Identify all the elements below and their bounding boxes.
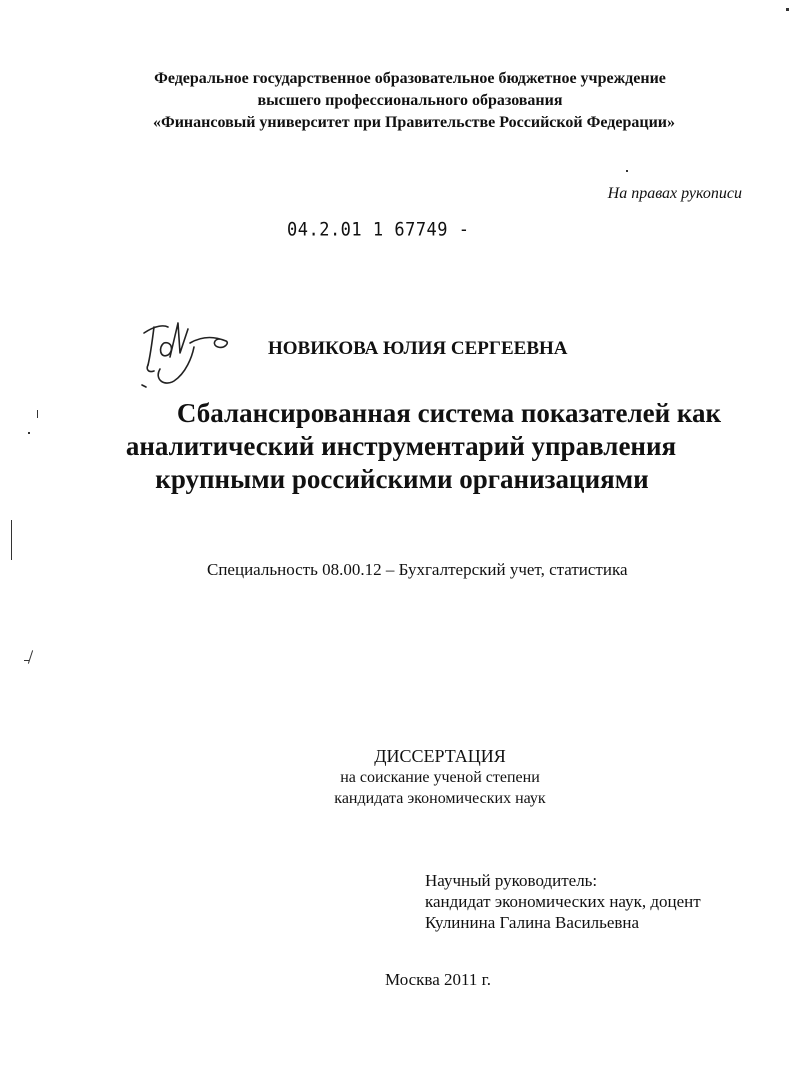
author-signature bbox=[134, 313, 234, 393]
city-year-text: Москва 2011 г. bbox=[385, 970, 491, 989]
scan-mark bbox=[786, 8, 789, 11]
registration-number: 04.2.01 1 67749 - bbox=[287, 218, 470, 242]
author-name: НОВИКОВА ЮЛИЯ СЕРГЕЕВНА bbox=[268, 338, 568, 359]
scan-mark bbox=[24, 660, 29, 661]
institution-line-1: Федеральное государственное образовательное бюджетное учреждение bbox=[154, 70, 666, 87]
dissertation-title bbox=[0, 397, 798, 496]
supervisor-name: Кулинина Галина Васильевна bbox=[425, 913, 640, 932]
city-year bbox=[0, 970, 798, 990]
specialty: Специальность 08.00.12 – Бухгалтерский учет, статистика bbox=[207, 560, 628, 579]
rights-note: На правах рукописи bbox=[607, 185, 742, 202]
supervisor-degree: кандидат экономических наук, доцент bbox=[425, 892, 701, 911]
institution-line-3: «Финансовый университет при Правительстве Российской Федерации» bbox=[152, 114, 676, 131]
scan-mark bbox=[37, 410, 38, 418]
dissertation-line-3: кандидата экономических наук bbox=[334, 790, 546, 807]
scan-mark bbox=[28, 650, 33, 664]
title-line-3: крупными российскими организациями bbox=[155, 464, 649, 494]
scan-mark bbox=[28, 432, 30, 434]
scan-mark bbox=[11, 520, 12, 560]
dissertation-heading: ДИССЕРТАЦИЯ bbox=[374, 746, 506, 766]
institution-header bbox=[0, 68, 798, 134]
dissertation-line-2: на соискание ученой степени bbox=[340, 769, 540, 786]
supervisor-label: Научный руководитель: bbox=[425, 871, 598, 890]
scan-mark bbox=[626, 170, 628, 172]
institution-line-2: высшего профессионального образования bbox=[257, 92, 563, 109]
title-line-2: аналитический инструментарий управления bbox=[125, 431, 677, 461]
supervisor-block bbox=[425, 870, 701, 933]
dissertation-block bbox=[0, 745, 798, 809]
title-line-1: Сбалансированная система показателей как bbox=[176, 398, 722, 428]
